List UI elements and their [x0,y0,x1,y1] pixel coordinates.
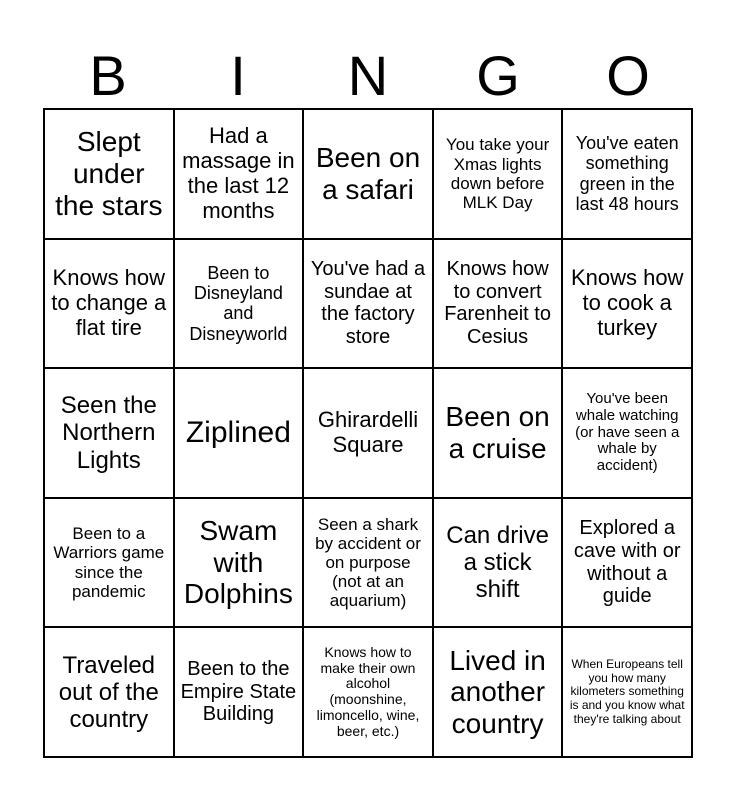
header-letter-b: B [89,44,127,107]
bingo-cell[interactable]: Seen a shark by accident or on purpose (not at an aquarium) [303,498,433,628]
bingo-cell[interactable]: Can drive a stick shift [433,498,563,628]
bingo-cell[interactable]: Ziplined [174,368,304,498]
bingo-cell[interactable]: Been on a cruise [433,368,563,498]
bingo-cell[interactable]: You take your Xmas lights down before MLK Day [433,109,563,239]
bingo-cell[interactable]: Seen the Northern Lights [44,368,174,498]
bingo-cell[interactable]: Been to Disneyland and Disneyworld [174,239,304,369]
bingo-cell[interactable]: Knows how to convert Farenheit to Cesius [433,239,563,369]
bingo-cell[interactable]: Knows how to make their own alcohol (moonshine, limoncello, wine, beer, etc.) [303,627,433,757]
bingo-cell[interactable]: Knows how to change a flat tire [44,239,174,369]
bingo-cell[interactable]: Traveled out of the country [44,627,174,757]
header-letter-o: O [606,44,650,107]
bingo-header [43,44,693,108]
bingo-cell[interactable]: Slept under the stars [44,109,174,239]
header-letter-i: I [230,44,246,107]
bingo-cell[interactable]: Had a massage in the last 12 months [174,109,304,239]
bingo-board [43,108,693,758]
header-letter-g: G [476,44,520,107]
bingo-cell[interactable]: When Europeans tell you how many kilometers something is and you know what they're talking about [562,627,692,757]
bingo-cell[interactable]: Swam with Dolphins [174,498,304,628]
bingo-cell[interactable]: Lived in another country [433,627,563,757]
bingo-cell[interactable]: Knows how to cook a turkey [562,239,692,369]
bingo-cell[interactable]: Been to a Warriors game since the pandemic [44,498,174,628]
bingo-cell[interactable]: You've eaten something green in the last 48 hours [562,109,692,239]
bingo-cell[interactable]: Been to the Empire State Building [174,627,304,757]
header-letter-n: N [347,44,389,107]
bingo-cell[interactable]: Been on a safari [303,109,433,239]
bingo-cell[interactable]: Explored a cave with or without a guide [562,498,692,628]
bingo-cell[interactable]: Ghirardelli Square [303,368,433,498]
bingo-cell[interactable]: You've been whale watching (or have seen a whale by accident) [562,368,692,498]
bingo-cell[interactable]: You've had a sundae at the factory store [303,239,433,369]
